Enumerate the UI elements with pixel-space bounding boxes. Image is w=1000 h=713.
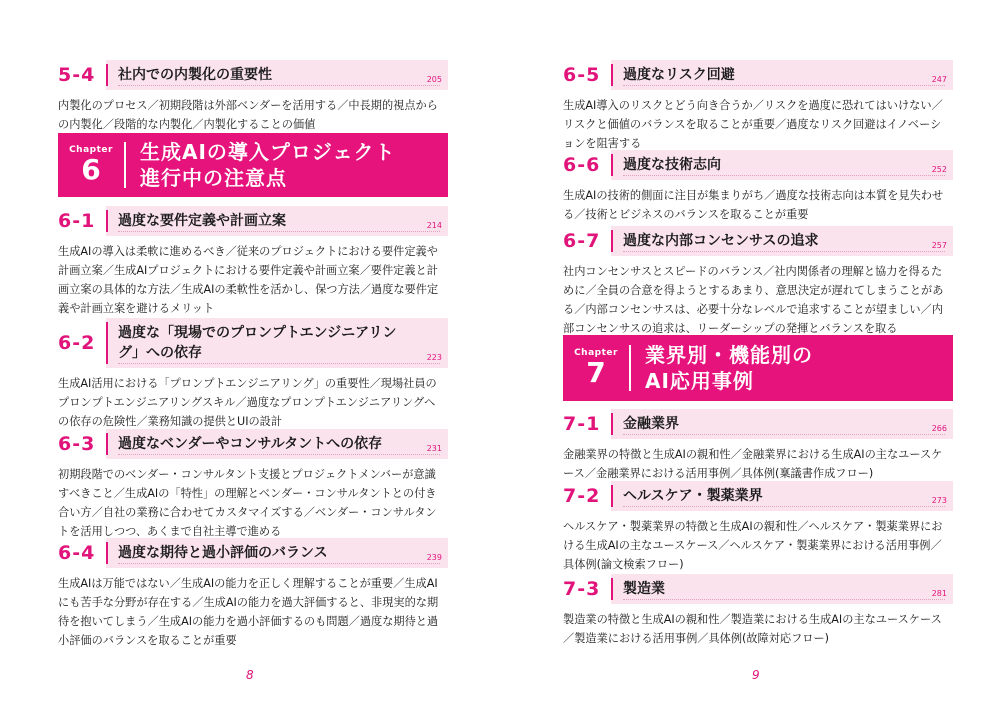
- section-summary: 生成AIの導入は柔軟に進めるべき／従来のプロジェクトにおける要件定義や計画立案／生成AIプロジェクトにおける要件定義や計画立案／要件定義と計画立案の具体的な方法／生成AIの柔軟性を活かし、保つ方法／過度な要件定義や計画立案を避けるメリット: [58, 245, 439, 315]
- section-number: 5-4: [58, 60, 106, 90]
- dotted-leader: [118, 563, 440, 564]
- chapter-banner[interactable]: [563, 335, 953, 401]
- section-page-ref: 205: [426, 75, 442, 84]
- chapter-number: 7: [586, 356, 606, 389]
- section-page-ref: 252: [931, 165, 947, 174]
- section-divider: [611, 154, 613, 176]
- dotted-leader: [623, 251, 945, 252]
- section-divider: [106, 433, 108, 455]
- section-summary: 製造業の特徴と生成AIの親和性／製造業における生成AIの主なユースケース／製造業における活用事例／具体例(故障対応フロー): [563, 613, 942, 645]
- toc-section: [58, 60, 448, 134]
- toc-section: [58, 318, 448, 431]
- toc-section: [563, 60, 953, 153]
- section-summary: 金融業界の特徴と生成AIの親和性／金融業界における生成AIの主なユースケース／金融業界における活用事例／具体例(稟議書作成フロー): [563, 448, 943, 480]
- section-number: 6-6: [563, 150, 611, 180]
- dotted-leader: [118, 454, 440, 455]
- section-page-ref: 214: [426, 221, 442, 230]
- chapter-label: Chapter: [69, 145, 113, 155]
- page-number-left: 8: [246, 668, 254, 682]
- chapter-title-line1: 生成AIの導入プロジェクト: [140, 140, 396, 164]
- section-heading[interactable]: [563, 409, 953, 439]
- section-title: 過度なベンダーやコンサルタントへの依存: [118, 436, 383, 452]
- section-divider: [106, 64, 108, 86]
- toc-section: [563, 409, 953, 483]
- section-heading[interactable]: [58, 318, 448, 368]
- section-divider: [611, 578, 613, 600]
- section-summary: 生成AI導入のリスクとどう向き合うか／リスクを過度に恐れてはいけない／リスクと価値のバランスを取ることが重要／過度なリスク回避はイノベーションを阻害する: [563, 99, 943, 150]
- section-heading[interactable]: [58, 538, 448, 568]
- section-divider: [611, 230, 613, 252]
- section-number: 6-5: [563, 60, 611, 90]
- section-title: 過度な「現場でのプロンプトエンジニアリング」への依存: [118, 325, 397, 361]
- section-summary: 初期段階でのベンダー・コンサルタント支援とプロジェクトメンバーが意識すべきこと／生成AIの「特性」の理解とベンダー・コンサルタントとの付き合い方／自社の業務に合わせてカスタマイズする／ベンダー・コンサルタントを活用しつつ、あくまで自社主導で進める: [58, 468, 437, 538]
- section-number: 7-3: [563, 574, 611, 604]
- section-page-ref: 266: [931, 424, 947, 433]
- section-title: 製造業: [623, 581, 665, 597]
- section-divider: [106, 542, 108, 564]
- toc-section: [58, 429, 448, 541]
- page-number-right: 9: [752, 668, 760, 682]
- section-page-ref: 223: [426, 353, 442, 362]
- toc-section: [58, 206, 448, 318]
- section-page-ref: 257: [931, 241, 947, 250]
- section-number: 6-7: [563, 226, 611, 256]
- dotted-leader: [623, 506, 945, 507]
- section-title: 過度な期待と過小評価のバランス: [118, 545, 328, 561]
- dotted-leader: [118, 231, 440, 232]
- section-number: 6-1: [58, 206, 106, 236]
- section-divider: [106, 210, 108, 232]
- section-summary: 生成AIは万能ではない／生成AIの能力を正しく理解することが重要／生成AIにも苦手な分野が存在する／生成AIの能力を過大評価すると、非現実的な期待を抱いてしまう／生成AIの能力を過小評価するのも問題／過度な期待と過小評価のバランスを取ることが重要: [58, 577, 439, 647]
- dotted-leader: [623, 85, 945, 86]
- section-page-ref: 239: [426, 553, 442, 562]
- section-number: 6-2: [58, 318, 106, 368]
- chapter-divider: [124, 142, 126, 188]
- chapter-title-line1: 業界別・機能別の: [645, 343, 813, 367]
- section-summary: 内製化のプロセス／初期段階は外部ベンダーを活用する／中長期的視点からの内製化／段階的な内製化／内製化することの価値: [58, 99, 438, 131]
- dotted-leader: [623, 599, 945, 600]
- section-summary: ヘルスケア・製薬業界の特徴と生成AIの親和性／ヘルスケア・製薬業界における生成AIの主なユースケース／ヘルスケア・製薬業界における活用事例／具体例(論文検索フロー): [563, 520, 943, 571]
- section-divider: [611, 64, 613, 86]
- chapter-title-line2: 進行中の注意点: [140, 166, 287, 190]
- section-heading[interactable]: [563, 150, 953, 180]
- chapter-number: 6: [81, 153, 101, 186]
- toc-section: [563, 574, 953, 648]
- section-heading[interactable]: [563, 226, 953, 256]
- section-page-ref: 247: [931, 75, 947, 84]
- section-page-ref: 273: [931, 496, 947, 505]
- chapter-label: Chapter: [574, 348, 618, 358]
- section-summary: 生成AIの技術的側面に注目が集まりがち／過度な技術志向は本質を見失わせる／技術とビジネスのバランスを取ることが重要: [563, 189, 944, 221]
- chapter-title-line2: AI応用事例: [645, 369, 754, 393]
- section-page-ref: 231: [426, 444, 442, 453]
- chapter-banner[interactable]: [58, 133, 448, 197]
- section-number: 6-4: [58, 538, 106, 568]
- section-heading[interactable]: [563, 481, 953, 511]
- section-heading[interactable]: [58, 60, 448, 90]
- section-title: 金融業界: [623, 416, 679, 432]
- toc-section: [563, 226, 953, 338]
- chapter-divider: [629, 345, 631, 391]
- section-heading[interactable]: [58, 429, 448, 459]
- section-divider: [611, 413, 613, 435]
- section-number: 7-2: [563, 481, 611, 511]
- section-title: 過度な内部コンセンサスの追求: [623, 233, 819, 249]
- toc-section: [58, 538, 448, 650]
- dotted-leader: [118, 85, 440, 86]
- section-heading[interactable]: [58, 206, 448, 236]
- section-title: 過度なリスク回避: [623, 67, 735, 83]
- toc-section: [563, 481, 953, 574]
- section-heading[interactable]: [563, 574, 953, 604]
- section-divider: [611, 485, 613, 507]
- section-number: 6-3: [58, 429, 106, 459]
- section-page-ref: 281: [931, 589, 947, 598]
- dotted-leader: [118, 363, 440, 364]
- section-number: 7-1: [563, 409, 611, 439]
- section-divider: [106, 322, 108, 364]
- section-title: ヘルスケア・製薬業界: [623, 488, 763, 504]
- section-summary: 生成AI活用における「プロンプトエンジニアリング」の重要性／現場社員のプロンプトエンジニアリングスキル／過度なプロンプトエンジニアリングへの依存の危険性／業務知識の提供とUIの設計: [58, 377, 437, 428]
- section-title: 過度な要件定義や計画立案: [118, 213, 286, 229]
- dotted-leader: [623, 434, 945, 435]
- section-heading[interactable]: [563, 60, 953, 90]
- section-title: 過度な技術志向: [623, 157, 721, 173]
- toc-section: [563, 150, 953, 224]
- section-summary: 社内コンセンサスとスピードのバランス／社内関係者の理解と協力を得るために／全員の合意を得ようとするあまり、意思決定が遅れてしまうことがある／内部コンセンサスは、必要十分なレベルで追求することが望ましい／内部コンセンサスの追求は、リーダーシップの発揮とバランスを取る: [563, 265, 944, 335]
- dotted-leader: [623, 175, 945, 176]
- section-title: 社内での内製化の重要性: [118, 67, 272, 83]
